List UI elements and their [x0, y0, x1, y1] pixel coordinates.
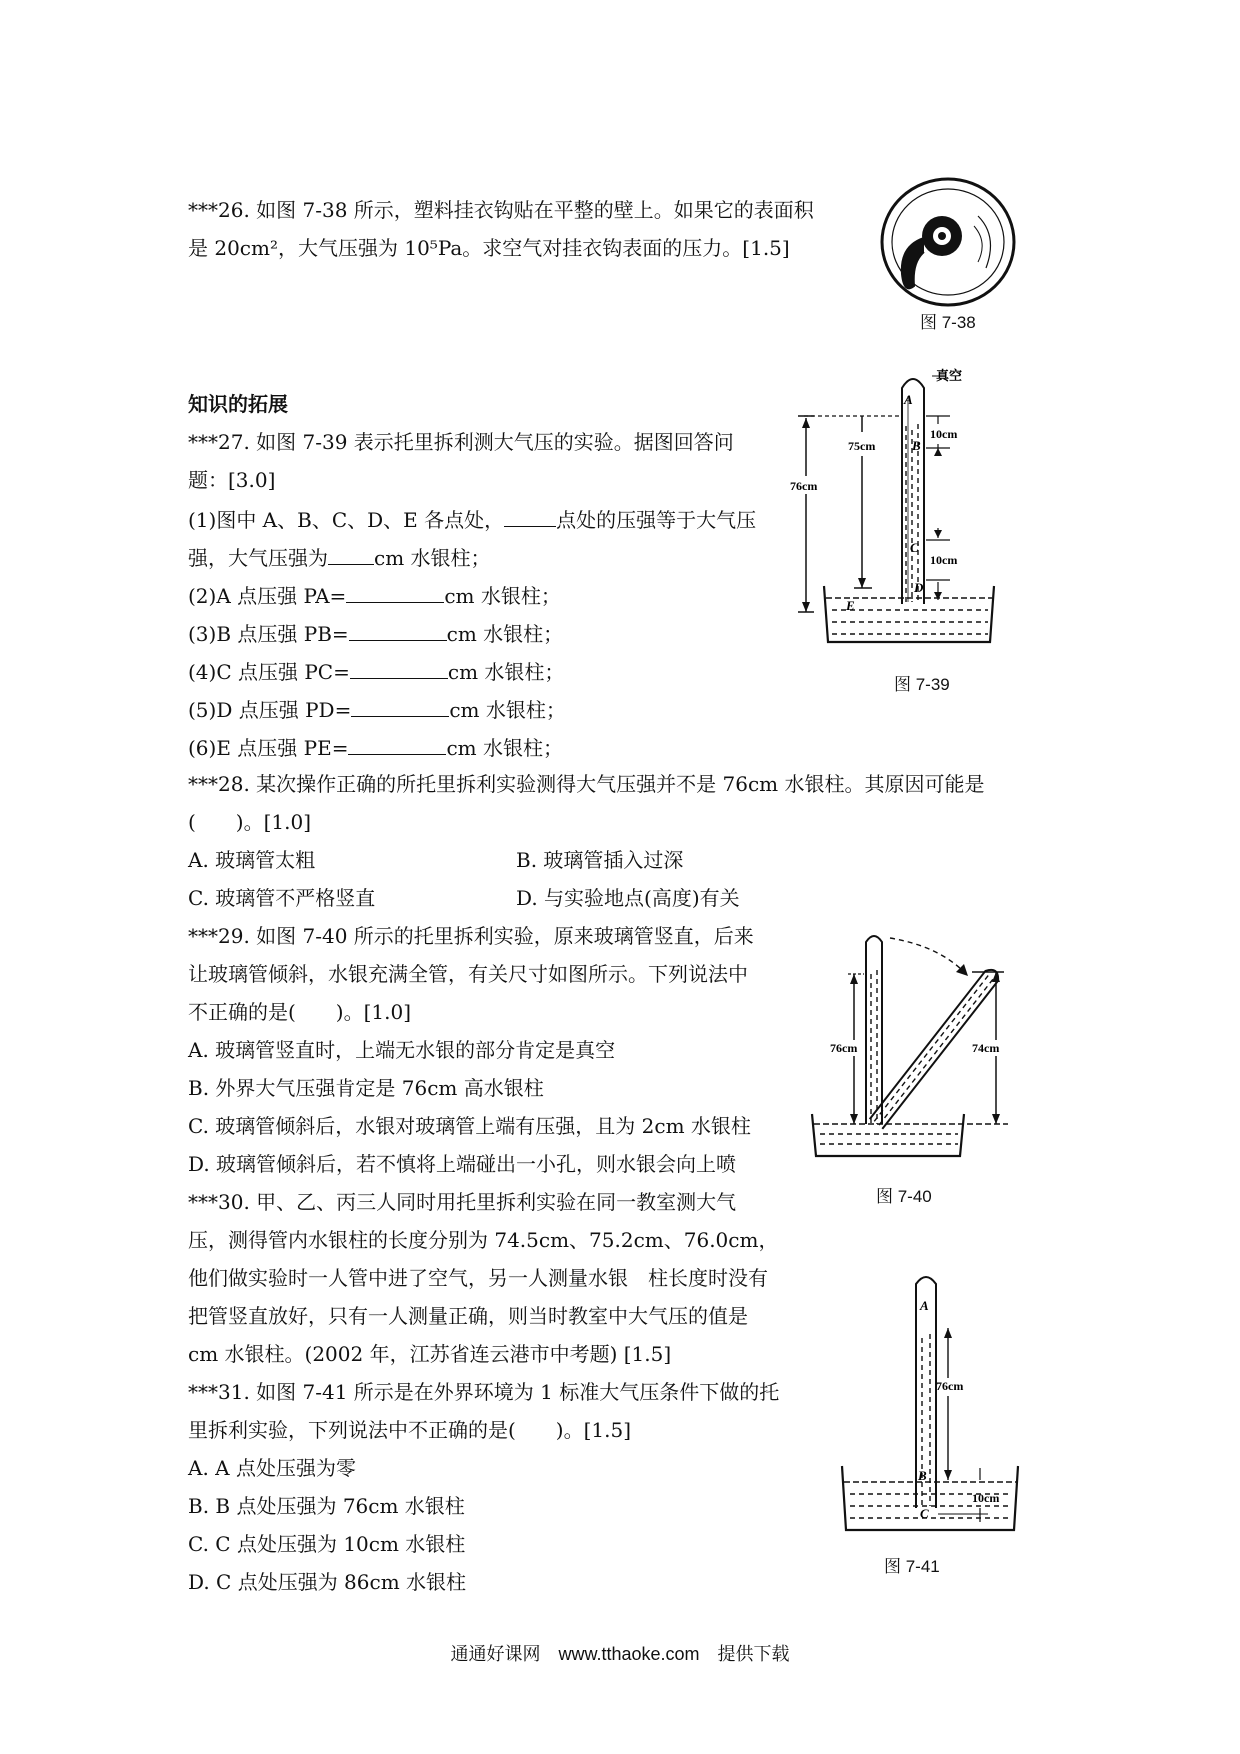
fig39-label-e: E [846, 598, 855, 613]
figure-7-40-caption: 图 7-40 [876, 1187, 932, 1206]
q27-blank-pe[interactable] [348, 734, 446, 755]
q31-option-b[interactable]: B. B 点处压强为 76cm 水银柱 [188, 1494, 465, 1518]
q27-blank-pc[interactable] [350, 658, 448, 679]
q30-line-2: 压，测得管内水银柱的长度分别为 74.5cm、75.2cm、76.0cm， [188, 1228, 779, 1252]
q30-line-1: ***30. 甲、乙、丙三人同时用托里拆利实验在同一教室测大气 [188, 1190, 737, 1214]
fig39-label-a: A [904, 392, 913, 407]
q27-item-2-unit: cm 水银柱； [444, 584, 561, 608]
q27-item-4-unit: cm 水银柱； [447, 660, 565, 684]
vertical-tube [866, 936, 882, 1124]
q29-line-3: 不正确的是( )。[1.0] [188, 1000, 412, 1024]
q27-blank-point[interactable] [504, 506, 556, 527]
figure-7-38-hook [878, 176, 1018, 310]
q28-option-a[interactable]: A. 玻璃管太粗 [188, 848, 316, 872]
section-heading: 知识的拓展 [188, 392, 288, 416]
fig40-label-h74: 74cm [972, 1041, 1000, 1055]
fig39-label-h76: 76cm [790, 479, 818, 493]
fig41-label-h10: 10cm [972, 1491, 1000, 1505]
q30-line-5: cm 水银柱。(2002 年，江苏省连云港市中考题) [1.5] [188, 1342, 672, 1366]
fig39-label-c: C [910, 540, 919, 555]
q31-option-c[interactable]: C. C 点处压强为 10cm 水银柱 [188, 1532, 466, 1556]
q26-line-1: ***26. 如图 7-38 所示，塑料挂衣钩贴在平整的壁上。如果它的表面积 [188, 198, 814, 222]
fig39-label-h10-top: 10cm [930, 427, 958, 441]
q27-item-3-label: (3)B 点压强 PB= [188, 622, 349, 646]
q31-option-d[interactable]: D. C 点处压强为 86cm 水银柱 [188, 1570, 467, 1594]
fig41-label-a: A [920, 1298, 929, 1313]
q28-option-c[interactable]: C. 玻璃管不严格竖直 [188, 886, 376, 910]
figure-7-41-caption: 图 7-41 [884, 1557, 940, 1576]
q31-line-2: 里拆利实验，下列说法中不正确的是( )。[1.5] [188, 1418, 632, 1442]
q29-option-d[interactable]: D. 玻璃管倾斜后，若不慎将上端碰出一小孔，则水银会向上喷 [188, 1152, 737, 1176]
q27-item-6 [188, 734, 563, 760]
figure-7-38-caption: 图 7-38 [920, 313, 976, 332]
q27-item-2-label: (2)A 点压强 PA= [188, 584, 347, 608]
q29-option-a[interactable]: A. 玻璃管竖直时，上端无水银的部分肯定是真空 [188, 1038, 616, 1062]
q27-blank-pa[interactable] [346, 582, 444, 603]
fig40-label-h76: 76cm [830, 1041, 858, 1055]
q28-line-2: ( )。[1.0] [188, 810, 312, 834]
q27-item-1-text-a: (1)图中 A、B、C、D、E 各点处， [188, 508, 505, 532]
figure-7-39-torricelli [790, 366, 1020, 656]
figure-7-40-tilted-tube [808, 928, 1008, 1168]
q29-line-1: ***29. 如图 7-40 所示的托里拆利实验，原来玻璃管竖直，后来 [188, 924, 754, 948]
q27-blank-pd[interactable] [351, 696, 449, 717]
q27-item-4 [188, 658, 564, 684]
fig39-label-d: D [914, 580, 924, 595]
q27-item-1-line-2-b: cm 水银柱； [374, 546, 491, 570]
q27-item-5-label: (5)D 点压强 PD= [188, 698, 352, 722]
q31-option-a[interactable]: A. A 点处压强为零 [188, 1456, 356, 1480]
q27-item-1 [188, 506, 756, 532]
q27-item-1-text-b: 点处的压强等于大气压 [556, 508, 757, 532]
fig41-label-c: C [920, 1506, 929, 1521]
tube-outline [902, 379, 924, 604]
q28-option-d[interactable]: D. 与实验地点(高度)有关 [516, 886, 740, 910]
q27-line-1: ***27. 如图 7-39 表示托里拆利测大气压的实验。据图回答问 [188, 430, 734, 454]
fig39-label-b: B [912, 438, 921, 453]
q27-item-3-unit: cm 水银柱； [446, 622, 564, 646]
q27-item-3 [188, 620, 563, 646]
q29-option-b[interactable]: B. 外界大气压强肯定是 76cm 高水银柱 [188, 1076, 544, 1100]
q27-item-6-label: (6)E 点压强 PE= [188, 736, 349, 760]
tilt-arrow [890, 938, 964, 972]
fig39-label-h75: 75cm [848, 439, 876, 453]
q27-item-1-line-2 [188, 544, 491, 570]
q29-option-c[interactable]: C. 玻璃管倾斜后，水银对玻璃管上端有压强，且为 2cm 水银柱 [188, 1114, 751, 1138]
figure-7-41-torricelli [838, 1268, 1028, 1538]
q27-blank-pb[interactable] [349, 620, 447, 641]
fig41-label-b: B [918, 1468, 927, 1483]
q27-item-5 [188, 696, 566, 722]
q27-item-4-label: (4)C 点压强 PC= [188, 660, 350, 684]
hook-arm [902, 238, 924, 288]
q28-option-b[interactable]: B. 玻璃管插入过深 [516, 848, 684, 872]
fig39-label-vacuum: 真空 [936, 368, 963, 383]
fig41-label-h76: 76cm [936, 1379, 964, 1393]
figure-7-39-caption: 图 7-39 [894, 675, 950, 694]
q31-line-1: ***31. 如图 7-41 所示是在外界环境为 1 标准大气压条件下做的托 [188, 1380, 780, 1404]
page-footer: 通通好课网 www.tthaoke.com 提供下载 [450, 1644, 790, 1664]
q28-line-1: ***28. 某次操作正确的所托里拆利实验测得大气压强并不是 76cm 水银柱。其原因可能是 [188, 772, 985, 796]
q30-line-3: 他们做实验时一人管中进了空气，另一人测量水银 柱长度时没有 [188, 1266, 768, 1290]
fig39-label-h10-bottom: 10cm [930, 553, 958, 567]
q27-item-2 [188, 582, 561, 608]
q27-item-6-unit: cm 水银柱； [446, 736, 563, 760]
q29-line-2: 让玻璃管倾斜，水银充满全管，有关尺寸如图所示。下列说法中 [188, 962, 748, 986]
q27-line-2: 题：[3.0] [188, 468, 276, 492]
q30-line-4: 把管竖直放好，只有一人测量正确，则当时教室中大气压的值是 [188, 1304, 748, 1328]
q27-item-1-line-2-a: 强，大气压强为 [188, 546, 328, 570]
q27-item-5-unit: cm 水银柱； [449, 698, 566, 722]
q26-line-2: 是 20cm²，大气压强为 10⁵Pa。求空气对挂衣钩表面的压力。[1.5] [188, 236, 790, 260]
q27-blank-atm[interactable] [328, 544, 374, 565]
